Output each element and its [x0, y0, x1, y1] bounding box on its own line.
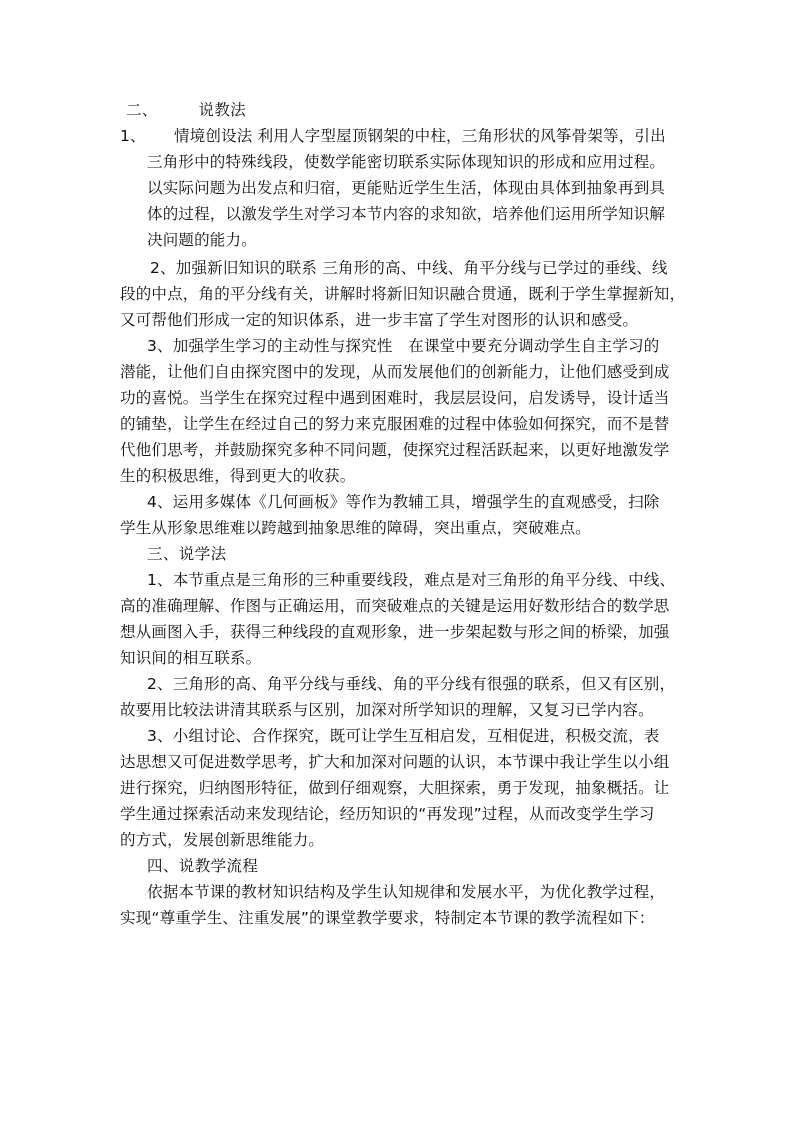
paragraph-line: 又可帮他们形成一定的知识体系，进一步丰富了学生对图形的认识和感受。: [120, 311, 639, 329]
paragraph-line: 学生通过探索活动来发现结论，经历知识的“再发现”过程，从而改变学生学习: [120, 805, 655, 823]
paragraph-line: 依据本节课的教材知识结构及学生认知规律和发展水平，为优化教学过程，: [147, 883, 666, 901]
paragraph-line: 的方式，发展创新思维能力。: [120, 831, 325, 849]
paragraph-line: 2、三角形的高、角平分线与垂线、角的平分线有很强的联系，但又有区别，: [147, 675, 676, 693]
paragraph-line: 体的过程，以激发学生对学习本节内容的求知欲，培养他们运用所学知识解: [147, 205, 666, 223]
paragraph-line: 达思想又可促进数学思考，扩大和加深对问题的认识，本节课中我让学生以小组: [120, 753, 670, 771]
paragraph-line: 2、加强新旧知识的联系 三角形的高、中线、角平分线与已学过的垂线、线: [150, 259, 668, 277]
section-2-heading-title: 说教法: [198, 101, 247, 119]
item-number: 1、: [120, 127, 146, 145]
paragraph-line: 情境创设法 利用人字型屋顶钢架的中柱，三角形状的风筝骨架等，引出: [174, 127, 666, 145]
section-2-heading-number: 二、: [126, 101, 158, 119]
section-4-heading: 四、说教学流程: [147, 857, 259, 875]
paragraph-line: 实现“尊重学生、注重发展”的课堂教学要求，特制定本节课的教学流程如下：: [120, 909, 655, 927]
paragraph-line: 想从画图入手，获得三种线段的直观形象，进一步架起数与形之间的桥梁，加强: [120, 623, 670, 641]
paragraph-line: 段的中点，角的平分线有关，讲解时将新旧知识融合贯通，既利于学生掌握新知，: [120, 285, 686, 303]
paragraph-line: 的铺垫，让学生在经过自己的努力来克服困难的过程中体验如何探究，而不是替: [120, 415, 670, 433]
paragraph-line: 以实际问题为出发点和归宿，更能贴近学生生活，体现由具体到抽象再到具: [147, 179, 666, 197]
paragraph-line: 进行探究，归纳图形特征，做到仔细观察，大胆探索，勇于发现，抽象概括。让: [120, 779, 670, 797]
paragraph-line: 功的喜悦。当学生在探究过程中遇到困难时，我层层设问，启发诱导，设计适当: [120, 389, 670, 407]
paragraph-line: 3、加强学生学习的主动性与探究性 在课堂中要充分调动学生自主学习的: [147, 337, 660, 355]
paragraph-line: 潜能，让他们自由探究图中的发现，从而发展他们的创新能力，让他们感受到成: [120, 363, 670, 381]
paragraph-line: 高的准确理解、作图与正确运用，而突破难点的关键是运用好数形结合的数学思: [120, 597, 670, 615]
paragraph-line: 3、小组讨论、合作探究，既可让学生互相启发，互相促进，积极交流，表: [147, 727, 660, 745]
paragraph-line: 4、运用多媒体《几何画板》等作为教辅工具，增强学生的直观感受，扫除: [147, 493, 660, 511]
paragraph-line: 学生从形象思维难以跨越到抽象思维的障碍，突出重点，突破难点。: [120, 519, 592, 537]
paragraph-line: 故要用比较法讲清其联系与区别，加深对所学知识的理解，又复习已学内容。: [120, 701, 654, 719]
section-2-heading: [126, 100, 246, 120]
paragraph-line: 1、本节重点是三角形的三种重要线段，难点是对三角形的角平分线、中线、: [147, 571, 676, 589]
paragraph-line: 三角形中的特殊线段，使数学能密切联系实际体现知识的形成和应用过程。: [147, 153, 666, 171]
paragraph-line: 决问题的能力。: [147, 231, 257, 249]
section-3-heading: 三、说学法: [147, 545, 227, 563]
paragraph-line: 代他们思考，并鼓励探究多种不同问题，使探究过程活跃起来，以更好地激发学: [120, 441, 670, 459]
paragraph-line: 知识间的相互联系。: [120, 649, 262, 667]
paragraph-line: 生的积极思维，得到更大的收获。: [120, 467, 356, 485]
